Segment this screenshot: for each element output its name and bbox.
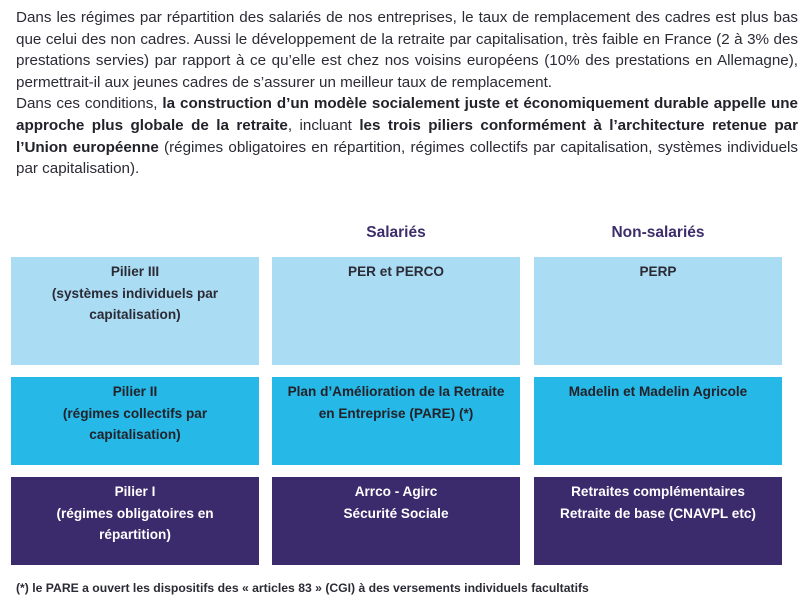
pilier-2-label: Pilier II (régimes collectifs par capitalisation) — [11, 377, 259, 465]
pilier-2-salaries: Plan d’Amélioration de la Retraite en Entreprise (PARE) (*) — [272, 377, 520, 465]
pilier-1-non-salaries: Retraites complémentaires Retraite de base (CNAVPL etc) — [534, 477, 782, 565]
pilier-3-non-salaries: PERP — [534, 257, 782, 365]
intro-p2-d: les trois piliers conformément à l’architecture retenue par l’Union européenne — [16, 116, 799, 156]
pilier-3-label: Pilier III (systèmes individuels par capitalisation) — [11, 257, 259, 365]
intro-paragraph-1: Dans les régimes par répartition des salariés de nos entreprises, le taux de remplacement des cadres est plus bas que celui des non cadres. Aussi le développement de la retraite par capitalisation, très faible en France (2 à 3% des prestations servies) par rapport à ce qu’elle est chez nos voisins européens (10% des prestations en Allemagne), permettrait-il aux jeunes cadres de s’assurer un meilleur taux de remplacement. — [16, 9, 798, 91]
intro-p2-b: la construction d’un modèle socialement juste et économiquement durable appelle une approche plus globale de la retraite — [16, 95, 799, 134]
footnote: (*) le PARE a ouvert les dispositifs des « articles 83 » (CGI) à des versements individuels facultatifs — [16, 581, 589, 595]
intro-p2-c: , incluant — [287, 116, 360, 134]
column-header-salaries: Salariés — [366, 224, 426, 241]
column-header-non-salaries: Non-salariés — [611, 224, 705, 241]
intro-text — [16, 7, 798, 180]
intro-paragraph-2 — [16, 93, 798, 179]
pilier-2-non-salaries: Madelin et Madelin Agricole — [534, 377, 782, 465]
intro-p2-e: (régimes obligatoires en répartition, régimes collectifs par capitalisation, systèmes individuels par capitalisation). — [16, 138, 798, 178]
intro-p2-a: Dans ces conditions, — [16, 95, 163, 113]
pilier-1-label: Pilier I (régimes obligatoires en répartition) — [11, 477, 259, 565]
pilier-1-salaries: Arrco - Agirc Sécurité Sociale — [272, 477, 520, 565]
pilier-3-salaries: PER et PERCO — [272, 257, 520, 365]
